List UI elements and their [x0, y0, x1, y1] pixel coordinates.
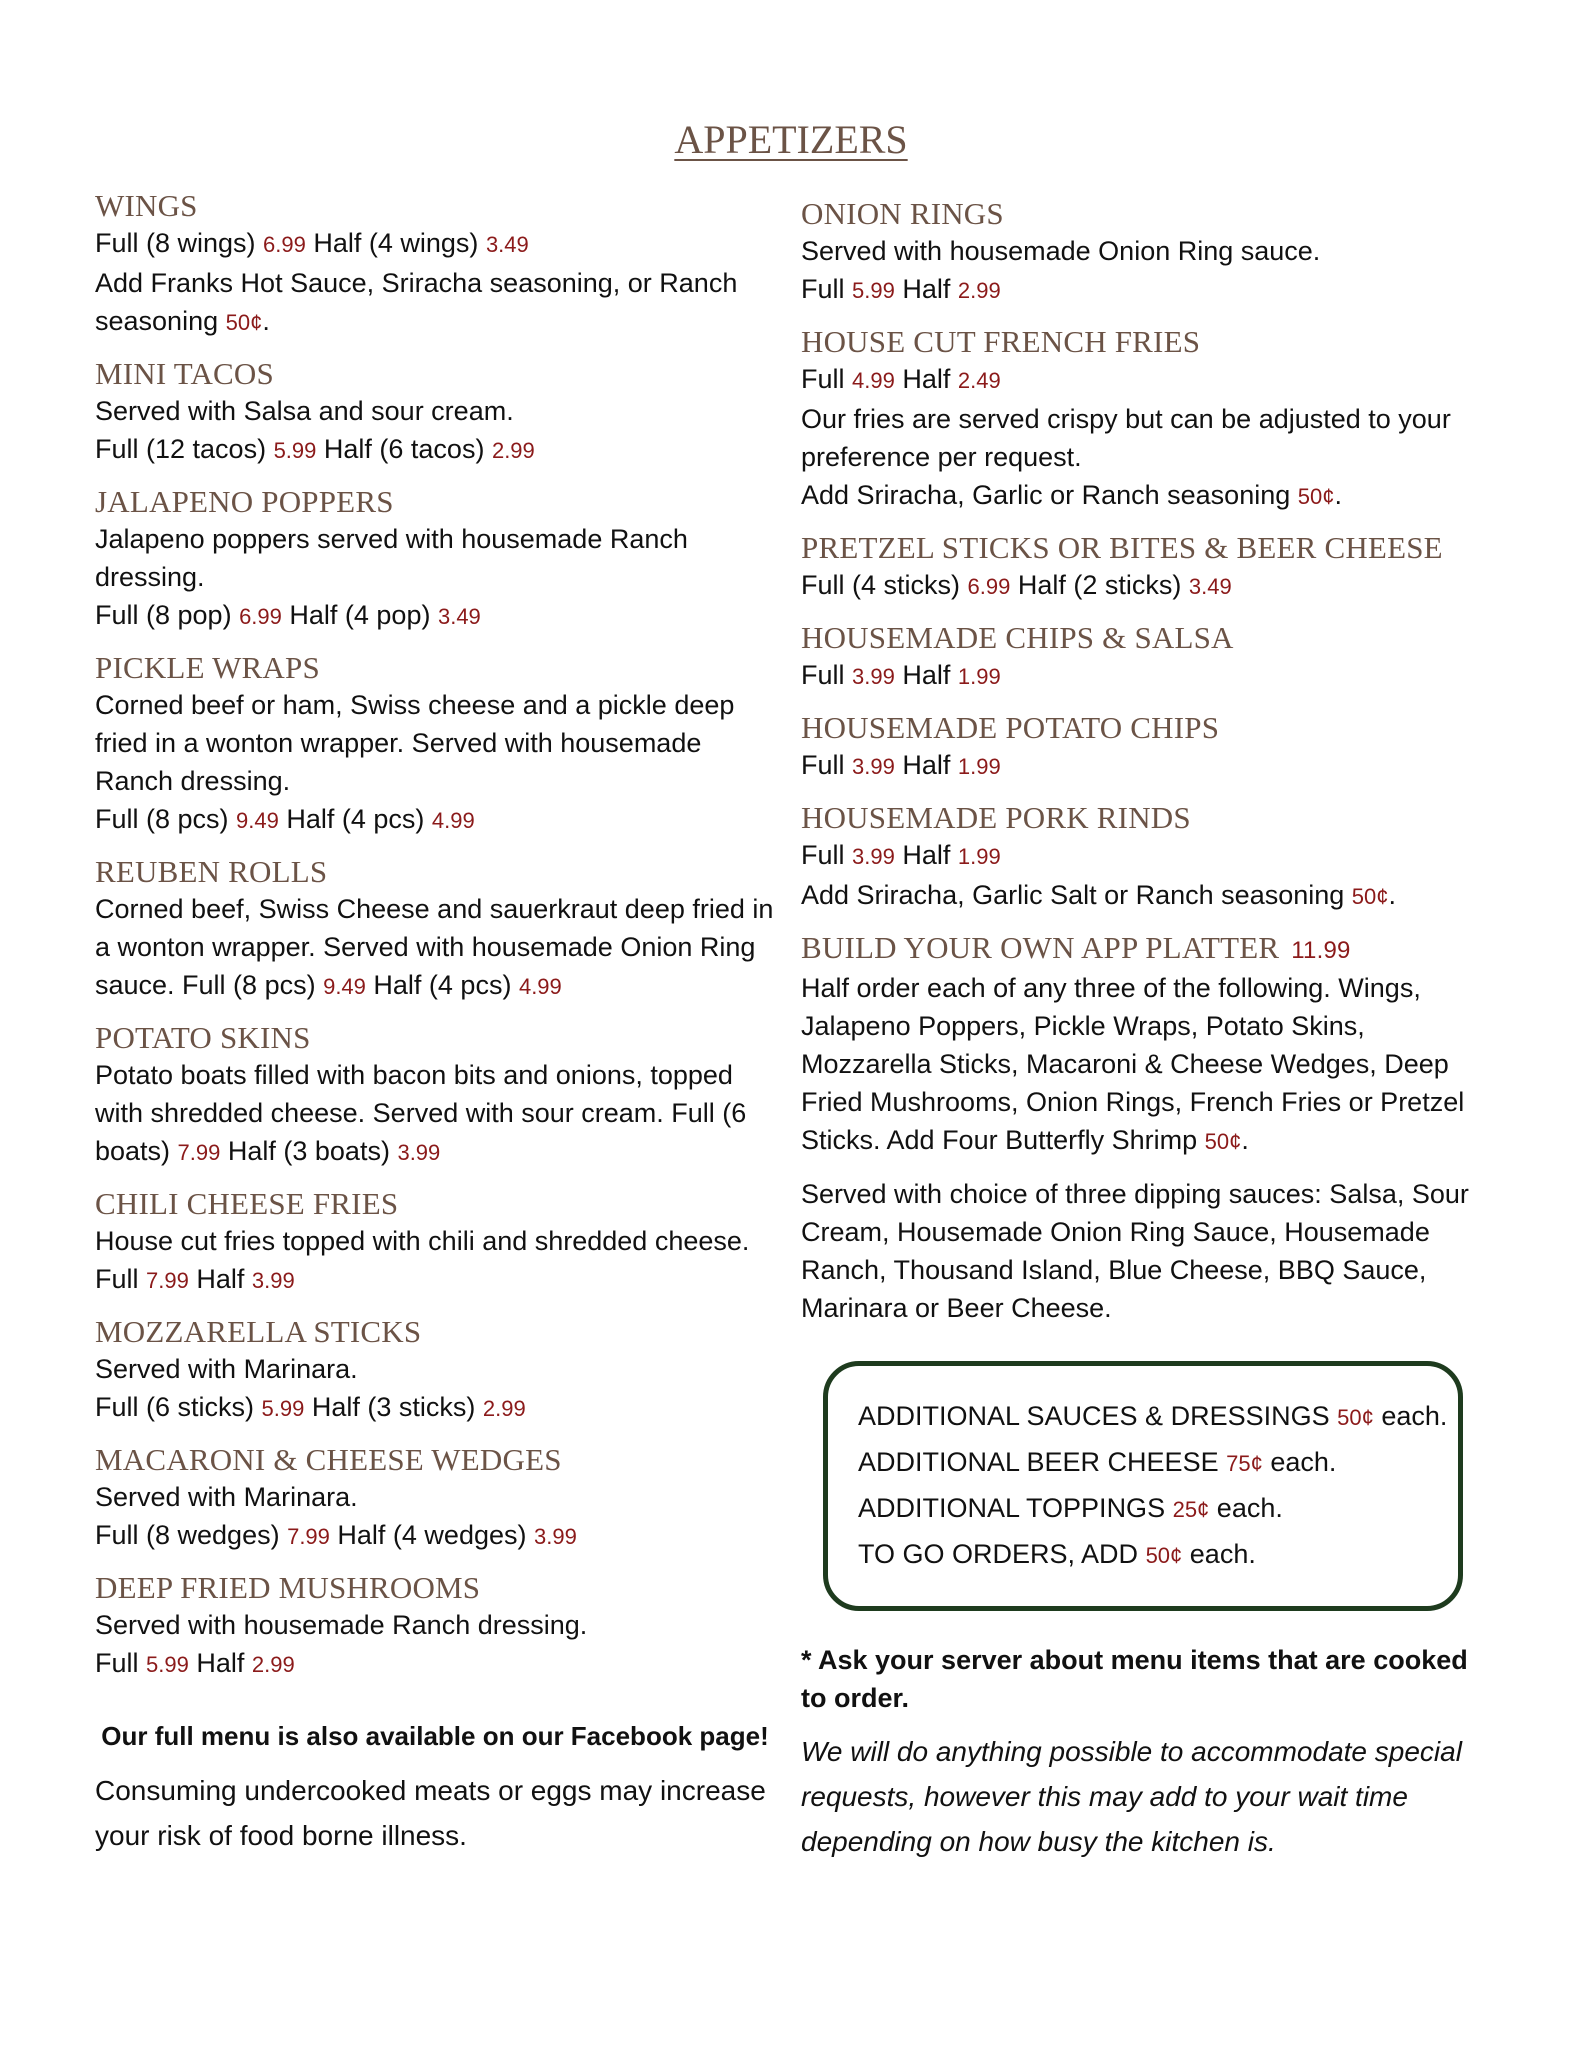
menu-item [95, 188, 775, 342]
menu-item-description [801, 656, 1491, 696]
menu-item-description [95, 264, 775, 342]
description-text: House cut fries topped with chili and shredded cheese. Full [95, 1226, 750, 1294]
description-text: Full [801, 750, 853, 780]
price: 3.99 [397, 1140, 441, 1165]
description-text: Jalapeno poppers served with housemade Ranch dressing. [95, 524, 688, 592]
price: 3.49 [1188, 574, 1232, 599]
menu-item-title [95, 1020, 775, 1056]
extra-charge-text: each. [1262, 1447, 1337, 1477]
price: 2.99 [251, 1652, 295, 1677]
description-text: Full (8 pcs) [95, 804, 237, 834]
menu-item-title [95, 188, 775, 224]
menu-item-description [801, 400, 1491, 476]
price: 5.99 [146, 1652, 189, 1677]
menu-item-name: PICKLE WRAPS [95, 650, 320, 685]
menu-item-description [801, 876, 1491, 916]
price: 1.99 [957, 754, 1001, 779]
extra-charge-text: each. [1373, 1401, 1448, 1431]
menu-item [801, 620, 1491, 696]
description-text: Half (6 tacos) [316, 434, 492, 464]
menu-item-description [801, 746, 1491, 786]
facebook-note: Our full menu is also available on our Facebook page! [101, 1721, 769, 1751]
price: 3.99 [534, 1524, 577, 1549]
menu-item-name: BUILD YOUR OWN APP PLATTER [801, 930, 1280, 965]
menu-item-description [95, 1056, 775, 1172]
price: 3.99 [251, 1268, 295, 1293]
menu-item-description [95, 1516, 775, 1556]
menu-item-description [95, 1222, 775, 1300]
price: 4.99 [431, 808, 475, 833]
menu-item [95, 1314, 775, 1428]
menu-item-name: PRETZEL STICKS OR BITES & BEER CHEESE [801, 530, 1443, 565]
menu-item [801, 930, 1491, 1161]
menu-item-title [95, 854, 775, 890]
price: 50¢ [225, 310, 263, 335]
description-text: Full [95, 1648, 147, 1678]
menu-item-title [801, 196, 1491, 232]
menu-item-description [95, 1644, 775, 1684]
description-text: Served with Marinara. [95, 1354, 358, 1384]
accommodate-note: We will do anything possible to accommodate special requests, however this may add to your wait time depending on how busy the kitchen is. [801, 1736, 1462, 1857]
extra-charge-line [858, 1440, 1430, 1486]
price: 3.49 [437, 604, 481, 629]
description-text: Full (8 pop) [95, 600, 240, 630]
menu-item-description [95, 430, 775, 470]
menu-item-name: HOUSE CUT FRENCH FRIES [801, 324, 1201, 359]
extra-charge-text: each. [1182, 1539, 1256, 1569]
description-text: Full (4 sticks) [801, 570, 968, 600]
price: 2.99 [957, 278, 1001, 303]
description-text: Served with Marinara. [95, 1482, 358, 1512]
price: 4.99 [518, 974, 562, 999]
page-title: APPETIZERS [674, 117, 908, 162]
menu-item-title [95, 356, 775, 392]
price: 3.99 [852, 754, 895, 779]
menu-item-description [95, 686, 775, 800]
menu-item-description [801, 360, 1491, 400]
menu-item-description [801, 566, 1491, 606]
price: 50¢ [1297, 484, 1335, 509]
menu-item [95, 854, 775, 1006]
description-text: Add Franks Hot Sauce, Sriracha seasoning, or Ranch seasoning [95, 268, 738, 336]
extras-box [823, 1361, 1463, 1611]
description-text: Full [801, 364, 853, 394]
description-text: Full [801, 660, 853, 690]
price: 3.99 [852, 844, 895, 869]
description-text: Half [894, 660, 958, 690]
menu-item-title [95, 650, 775, 686]
menu-item-description [95, 1606, 775, 1644]
menu-item [801, 324, 1491, 516]
menu-item-description [801, 270, 1491, 310]
menu-item-description [95, 596, 775, 636]
price: 50¢ [1145, 1543, 1183, 1568]
price: 50¢ [1337, 1405, 1374, 1430]
menu-item-name: DEEP FRIED MUSHROOMS [95, 1570, 481, 1605]
menu-item-title [95, 1570, 775, 1606]
menu-item-description [95, 1388, 775, 1428]
menu-item [95, 1570, 775, 1684]
description-text: . [1241, 1125, 1249, 1155]
menu-item-description [801, 232, 1491, 270]
extra-charge-line [858, 1394, 1448, 1440]
menu-item-description [95, 224, 775, 264]
menu-item [801, 800, 1491, 916]
description-text: Corned beef or ham, Swiss cheese and a pickle deep fried in a wonton wrapper. Served with housemade Ranch dressing. [95, 690, 735, 796]
description-text: Half (4 wedges) [329, 1520, 534, 1550]
price: 4.99 [852, 368, 895, 393]
extra-charge-line [858, 1532, 1430, 1578]
extra-charge-line [858, 1486, 1430, 1532]
menu-item-name: JALAPENO POPPERS [95, 484, 394, 519]
price: 5.99 [852, 278, 895, 303]
menu-item-title [801, 800, 1491, 836]
description-text: Full (8 wedges) [95, 1520, 288, 1550]
menu-item-title-price: 11.99 [1291, 937, 1351, 964]
menu-item-title [801, 930, 1491, 969]
price: 25¢ [1172, 1497, 1210, 1522]
price: 75¢ [1226, 1451, 1263, 1476]
description-text: Half [894, 840, 958, 870]
description-text: Half (2 sticks) [1010, 570, 1189, 600]
menu-item-description [95, 1478, 775, 1516]
description-text: Half (4 pcs) [278, 804, 432, 834]
description-text: Half (4 pop) [281, 600, 438, 630]
menu-item-name: POTATO SKINS [95, 1020, 311, 1055]
price: 6.99 [239, 604, 282, 629]
menu-item [95, 1442, 775, 1556]
price: 1.99 [957, 844, 1001, 869]
menu-item-title [801, 710, 1491, 746]
menu-item-description [801, 969, 1491, 1161]
price: 5.99 [261, 1396, 305, 1421]
menu-item [95, 1020, 775, 1172]
menu-item-description [95, 800, 775, 840]
extra-charge-text: ADDITIONAL BEER CHEESE [858, 1447, 1227, 1477]
price: 9.49 [323, 974, 366, 999]
extra-charge-text: TO GO ORDERS, ADD [858, 1539, 1146, 1569]
price: 7.99 [287, 1524, 330, 1549]
description-text: Full (6 sticks) [95, 1392, 262, 1422]
description-text: . [1388, 880, 1397, 910]
price: 7.99 [177, 1140, 221, 1165]
menu-item-description [95, 392, 775, 430]
description-text: Full [801, 274, 853, 304]
menu-item [95, 1186, 775, 1300]
description-text: Half (4 wings) [305, 228, 486, 258]
price: 3.49 [485, 232, 529, 257]
description-text: Full [801, 840, 853, 870]
price: 5.99 [273, 438, 317, 463]
menu-item-title [801, 620, 1491, 656]
menu-item-title [95, 1314, 775, 1350]
description-text: Half order each of any three of the following. Wings, Jalapeno Poppers, Pickle Wraps, Potato Skins, Mozzarella Sticks, Macaroni & Cheese Wedges, Deep Fried Mushrooms, Onion Rings, French Fries or Pretzel Sticks. Add Four Butterfly Shrimp [801, 973, 1465, 1155]
menu-item-description [801, 836, 1491, 876]
description-text: Served with Salsa and sour cream. [95, 396, 514, 426]
health-warning: Consuming undercooked meats or eggs may increase your risk of food borne illness. [95, 1775, 766, 1851]
menu-item [95, 484, 775, 636]
menu-item-name: HOUSEMADE POTATO CHIPS [801, 710, 1220, 745]
menu-item-name: ONION RINGS [801, 196, 1004, 231]
extra-charge-text: ADDITIONAL SAUCES & DRESSINGS [858, 1401, 1338, 1431]
description-text: Half [188, 1264, 252, 1294]
right-column [801, 196, 1491, 1864]
dipping-sauces-note: Served with choice of three dipping sauces: Salsa, Sour Cream, Housemade Onion Ring Sauce, Housemade Ranch, Thousand Island, Blue Cheese, BBQ Sauce, Marinara or Beer Cheese. [801, 1179, 1469, 1323]
price: 2.49 [957, 368, 1001, 393]
description-text: Served with housemade Ranch dressing. [95, 1610, 588, 1640]
price: 50¢ [1351, 884, 1389, 909]
menu-item-name: CHILI CHEESE FRIES [95, 1186, 399, 1221]
menu-item-name: REUBEN ROLLS [95, 854, 328, 889]
right-menu-items [801, 196, 1491, 1161]
ask-server-note: * Ask your server about menu items that are cooked to order. [801, 1645, 1468, 1713]
description-text: Full (8 wings) [95, 228, 264, 258]
menu-item-name: WINGS [95, 188, 198, 223]
menu-item-title [95, 1186, 775, 1222]
menu-item-title [95, 484, 775, 520]
description-text: Full (12 tacos) [95, 434, 274, 464]
description-text: Half [894, 274, 958, 304]
menu-item-description [801, 476, 1491, 516]
description-text: Potato boats filled with bacon bits and onions, topped with shredded cheese. Served with sour cream. Full (6 boats) [95, 1060, 747, 1166]
menu-item-title [95, 1442, 775, 1478]
description-text: Half (4 pcs) [365, 970, 519, 1000]
menu-item-title [801, 530, 1491, 566]
menu-item-name: HOUSEMADE CHIPS & SALSA [801, 620, 1234, 655]
description-text: Half (3 boats) [220, 1136, 398, 1166]
menu-item [801, 710, 1491, 786]
left-column [95, 188, 775, 1858]
price: 2.99 [482, 1396, 526, 1421]
menu-item [95, 650, 775, 840]
extra-charge-text: ADDITIONAL TOPPINGS [858, 1493, 1173, 1523]
description-text: Add Sriracha, Garlic Salt or Ranch seasoning [801, 880, 1352, 910]
description-text: Half [188, 1648, 252, 1678]
description-text: Our fries are served crispy but can be adjusted to your preference per request. [801, 404, 1451, 472]
description-text: . [1334, 480, 1342, 510]
menu-item [95, 356, 775, 470]
price: 6.99 [263, 232, 306, 257]
menu-item-description [95, 1350, 775, 1388]
description-text: . [262, 306, 270, 336]
menu-item-description [95, 520, 775, 596]
description-text: Half [894, 750, 958, 780]
price: 50¢ [1204, 1129, 1242, 1154]
left-menu-items [95, 188, 775, 1684]
menu-item [801, 196, 1491, 310]
description-text: Served with housemade Onion Ring sauce. [801, 236, 1321, 266]
price: 6.99 [967, 574, 1011, 599]
menu-item-name: HOUSEMADE PORK RINDS [801, 800, 1191, 835]
description-text: Add Sriracha, Garlic or Ranch seasoning [801, 480, 1298, 510]
price: 1.99 [957, 664, 1001, 689]
price: 7.99 [146, 1268, 189, 1293]
menu-item-description [95, 890, 775, 1006]
description-text: Half [894, 364, 958, 394]
extra-charge-text: each. [1209, 1493, 1283, 1523]
menu-item-name: MACARONI & CHEESE WEDGES [95, 1442, 562, 1477]
menu-item-name: MINI TACOS [95, 356, 274, 391]
menu-item-title [801, 324, 1491, 360]
price: 2.99 [491, 438, 535, 463]
menu-item-name: MOZZARELLA STICKS [95, 1314, 422, 1349]
price: 3.99 [852, 664, 895, 689]
description-text: Half (3 sticks) [304, 1392, 483, 1422]
menu-item [801, 530, 1491, 606]
price: 9.49 [236, 808, 279, 833]
description-text: Corned beef, Swiss Cheese and sauerkraut deep fried in a wonton wrapper. Served with housemade Onion Ring sauce. Full (8 pcs) [95, 894, 774, 1000]
